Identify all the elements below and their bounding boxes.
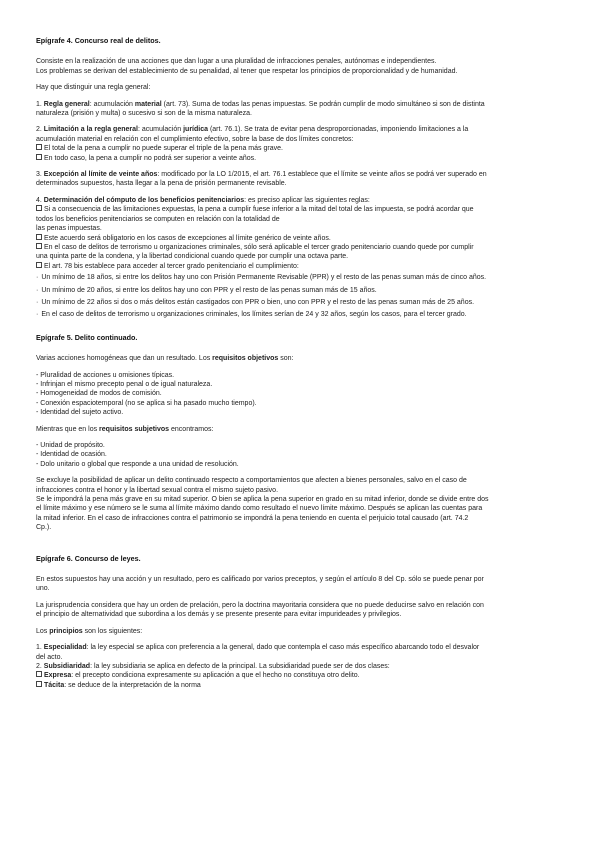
list-item-text: El art. 78 bis establece para acceder al tercer grado penitenciario el cumplimiento: xyxy=(44,262,299,270)
text-line: el límite máximo y ese número se le suma al límite máximo dando como resultado el nuevo límite máximo. Después se aplican las cuentas para xyxy=(36,505,483,513)
text-span: : acumulación xyxy=(89,100,135,108)
bold-term: Tácita xyxy=(44,681,65,689)
list-item xyxy=(36,205,542,214)
rule-heading: Excepción al límite de veinte años xyxy=(43,171,158,179)
section-5-lead xyxy=(36,354,542,363)
list-item xyxy=(36,662,542,671)
text-span: : la ley especial se aplica con preferencia a la general, dado que contempla el caso más específico abarcando todo el desvalor xyxy=(86,644,480,652)
text-line xyxy=(36,125,542,134)
list-item xyxy=(36,671,542,680)
spacer xyxy=(36,540,542,554)
sub-list-item: · Un mínimo de 20 años, si entre los delitos hay uno con PPR y el resto de las penas suman más de 15 años. xyxy=(36,286,542,295)
text-line: Cp.). xyxy=(36,524,52,532)
checkbox-square-icon xyxy=(36,243,42,249)
text-span: : acumulación xyxy=(137,126,184,134)
list-item-text: Este acuerdo será obligatorio en los casos de excepciones al límite genérico de veinte años. xyxy=(44,234,331,242)
objective-requirements-list xyxy=(36,371,542,418)
text-line: Se excluye la posibilidad de aplicar un delito continuado respecto a comportamientos que afecten a bienes personales, salvo en el caso de xyxy=(36,477,467,485)
section-6-paragraph-1 xyxy=(36,575,542,594)
list-item: - Identidad del sujeto activo. xyxy=(36,409,124,417)
checkbox-square-icon xyxy=(36,671,42,677)
text-line: una quinta parte de la condena, y la libertad condicional cuando quede por cumplir una octava parte. xyxy=(36,253,349,261)
text-line: Se le impondrá la pena más grave en su mitad superior. O bien se aplica la pena superior en grado en su mitad inferior, donde se divide entre dos xyxy=(36,496,489,504)
checkbox-square-icon xyxy=(36,205,42,211)
text-line xyxy=(36,196,542,205)
text-span: Los xyxy=(36,627,50,635)
text-line: infracciones contra el honor y la libertad sexual contra el mismo sujeto pasivo. xyxy=(36,486,279,494)
text-line xyxy=(36,100,542,109)
rule-heading: Determinación del cómputo de los beneficios penitenciarios xyxy=(43,196,245,204)
rule-number: 2. xyxy=(36,662,44,670)
text-line: del acto. xyxy=(36,653,63,661)
list-item xyxy=(36,643,542,652)
text-span: (art. 73). Suma de todas las penas impuestas. Se podrán cumplir de modo simultáneo si son de distinta xyxy=(161,100,485,108)
text-span: (art. 76.1). Se trata de evitar pena desproporcionadas, imponiendo limitaciones a la xyxy=(208,126,469,134)
text-span: encontramos: xyxy=(169,425,214,433)
text-span: son: xyxy=(278,355,294,363)
checkbox-square-icon xyxy=(36,234,42,240)
text-span: son los siguientes: xyxy=(82,627,143,635)
sub-list-item: · Un mínimo de 18 años, si entre los delitos hay uno con Prisión Permanente Revisable (PPR) y el resto de las penas suman más de cinco años. xyxy=(36,273,542,282)
list-item-text: El total de la pena a cumplir no puede superar el triple de la pena más grave. xyxy=(44,145,283,153)
rule-3 xyxy=(36,170,542,189)
section-6-lead xyxy=(36,627,542,636)
bold-term: principios xyxy=(49,627,83,635)
subjective-requirements-list xyxy=(36,441,542,469)
checkbox-square-icon xyxy=(36,681,42,687)
text-span: : el precepto condiciona expresamente su aplicación a que el hecho no constituya otro delito. xyxy=(71,672,360,680)
checkbox-square-icon xyxy=(36,144,42,150)
bold-term: Subsidiaridad xyxy=(43,662,91,670)
text-line: Consiste en la realización de una acciones que dan lugar a una pluralidad de infracciones penales, autónomas e independientes. xyxy=(36,58,437,66)
list-item-text: En el caso de delitos de terrorismo u organizaciones criminales, sólo será aplicable el tercer grado penitenciario cuando quede por cumplir xyxy=(44,243,474,251)
list-item xyxy=(36,154,542,163)
text-line: el principio de alternatividad que subordina a los demás y se presente presente para evitar impurideades y privilegios. xyxy=(36,611,402,619)
list-item: - Conexión espaciotemporal (no se aplica si ha pasado mucho tiempo). xyxy=(36,399,257,407)
text-line: uno. xyxy=(36,585,50,593)
rule-4 xyxy=(36,196,542,320)
list-item: - Dolo unitario o global que responde a una unidad de resolución. xyxy=(36,460,239,468)
text-line: Los problemas se derivan del establecimiento de su penalidad, al tener que respetar los principios de proporcionalidad y de humanidad. xyxy=(36,67,458,75)
checkbox-square-icon xyxy=(36,154,42,160)
section-5-paragraph xyxy=(36,476,542,532)
list-item: - Identidad de ocasión. xyxy=(36,451,107,459)
rule-number: 3. xyxy=(36,171,44,179)
list-item-text: Si a consecuencia de las limitaciones expuestas, la pena a cumplir fuese inferior a la mitad del total de las impuesta, se podrá acordar que xyxy=(44,206,474,214)
list-item xyxy=(36,681,542,690)
text-line: La jurisprudencia considera que hay un orden de prelación, pero la doctrina mayoritaria considera que no puede deducirse salvo en relación con xyxy=(36,601,484,609)
text-line: la mitad inferior. En el caso de infracciones contra el patrimonio se impondrá la pena teniendo en cuenta el perjuicio total causado (art. 74.2 xyxy=(36,514,469,522)
bold-term: jurídica xyxy=(183,126,208,134)
text-span: : es preciso aplicar las siguientes reglas: xyxy=(244,196,370,204)
list-item xyxy=(36,144,542,153)
text-line: acumulación material en relación con el cumplimiento efectivo, sobre la base de dos límites concretos: xyxy=(36,135,354,143)
bold-term: requisitos subjetivos xyxy=(99,425,170,433)
list-item-text: En todo caso, la pena a cumplir no podrá ser superior a veinte años. xyxy=(44,154,257,162)
principles-list xyxy=(36,643,542,690)
section-4-title: Epígrafe 4. Concurso real de delitos. xyxy=(36,36,161,45)
text-span: : modificado por la LO 1/2015, el art. 76.1 establece que el límite se veinte años se podrá ver superado en xyxy=(157,171,487,179)
text-line: naturaleza (prisión y multa) o sucesivo si son de la misma naturaleza. xyxy=(36,110,252,118)
section-5-title: Epígrafe 5. Delito continuado. xyxy=(36,332,138,342)
rule-1 xyxy=(36,100,542,119)
rule-heading: Limitación a la regla general xyxy=(43,126,138,134)
text-line: determinados supuestos, hasta llegar a la pena de prisión permanente revisable. xyxy=(36,180,287,188)
list-item: - Homogeneidad de modos de comisión. xyxy=(36,390,162,398)
rule-heading: Regla general xyxy=(43,100,90,108)
list-item xyxy=(36,262,542,271)
rule-2 xyxy=(36,125,542,163)
text-span: Varias acciones homogéneas que dan un resultado. Los xyxy=(36,355,213,363)
rule-number: 1. xyxy=(36,644,44,652)
text-span: : la ley subsidiaria se aplica en defecto de la principal. La subsidiaridad puede ser de dos clases: xyxy=(90,662,390,670)
rule-number: 2. xyxy=(36,126,44,134)
rule-number: 4. xyxy=(36,196,44,204)
section-6-paragraph-2 xyxy=(36,601,542,620)
text-span: Mientras que en los xyxy=(36,425,100,433)
bold-term: Especialidad xyxy=(43,644,87,652)
list-item xyxy=(36,234,542,243)
checkbox-square-icon xyxy=(36,262,42,268)
text-line xyxy=(36,170,542,179)
bold-term: material xyxy=(134,100,162,108)
sub-list-item: · En el caso de delitos de terrorismo u organizaciones criminales, los límites serían de 24 y 32 años, según los casos, para el tercer grado. xyxy=(36,310,542,319)
bold-term: Expresa xyxy=(44,672,72,680)
list-item xyxy=(36,243,542,252)
list-item: - Infrinjan el mismo precepto penal o de igual naturaleza. xyxy=(36,380,213,388)
section-5-sublead xyxy=(36,425,542,434)
text-span: : se deduce de la interpretación de la norma xyxy=(64,681,201,689)
section-4-intro xyxy=(36,57,542,76)
text-line: todos los beneficios penitenciarios se computen en relación con la totalidad de xyxy=(36,215,280,223)
text-line: las penas impuestas. xyxy=(36,225,102,233)
section-4-lead: Hay que distinguir una regla general: xyxy=(36,84,151,92)
list-item: - Unidad de propósito. xyxy=(36,442,105,449)
list-item: - Pluralidad de acciones u omisiones típicas. xyxy=(36,371,175,379)
bold-term: requisitos objetivos xyxy=(212,355,279,363)
rule-number: 1. xyxy=(36,100,44,108)
text-line: En estos supuestos hay una acción y un resultado, pero es calificado por varios preceptos, y según el artículo 8 del Cp. sólo se puede penar por xyxy=(36,576,484,584)
section-6-title: Epígrafe 6. Concurso de leyes. xyxy=(36,553,141,563)
sub-list-item: · Un mínimo de 22 años si dos o más delitos están castigados con PPR o bien, uno con PPR y el resto de las penas suman más de 25 años. xyxy=(36,298,542,307)
